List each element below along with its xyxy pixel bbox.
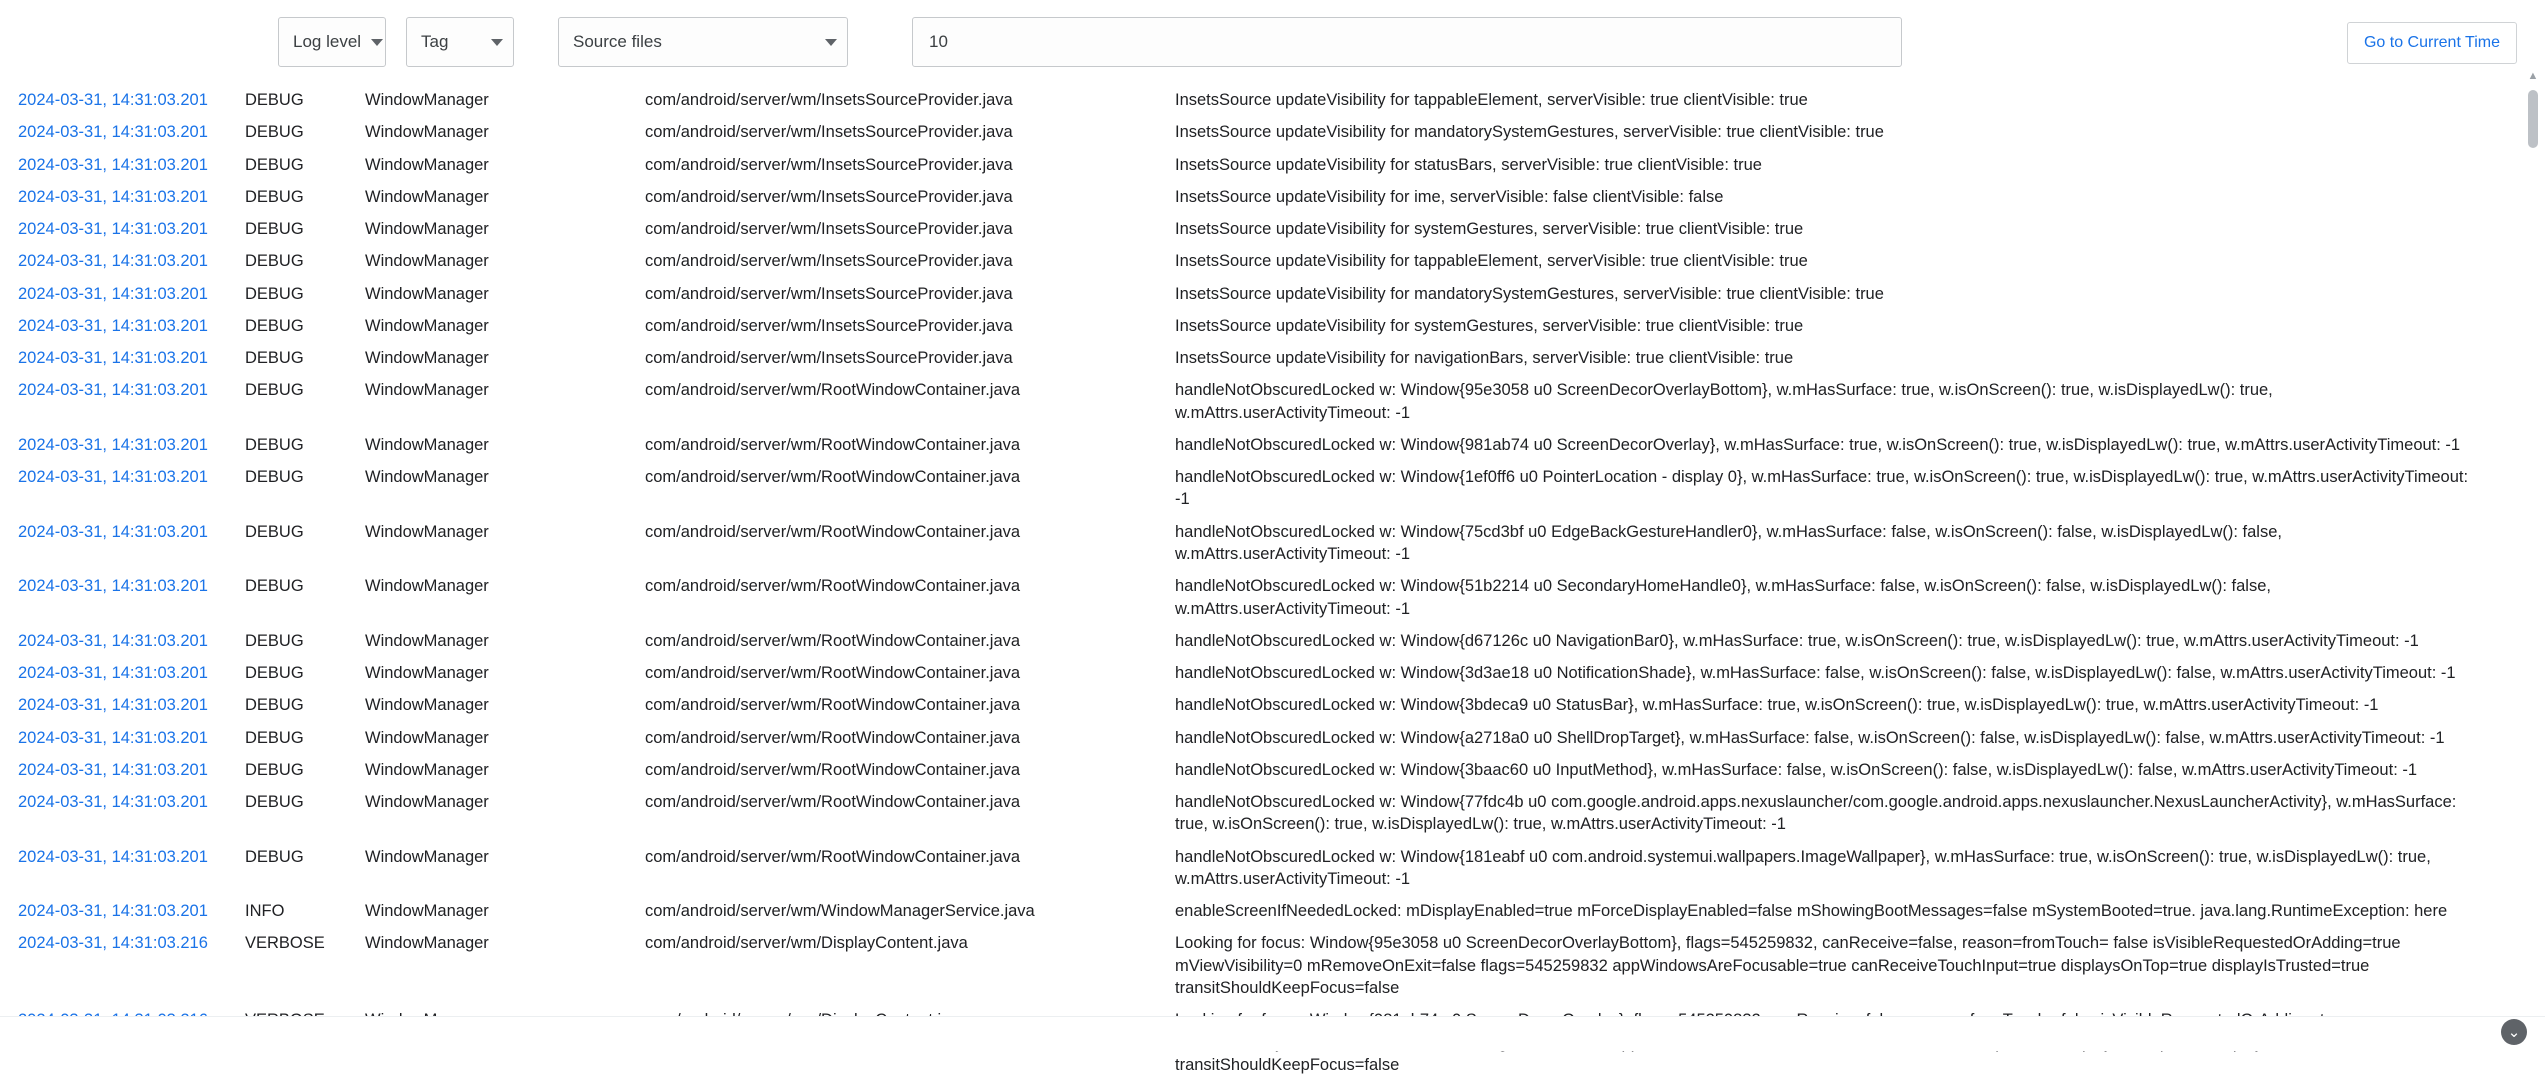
log-tag: WindowManager [365, 252, 489, 271]
table-row[interactable] [0, 342, 2517, 374]
log-timestamp: 2024-03-31, 14:31:03.201 [18, 760, 208, 779]
log-timestamp: 2024-03-31, 14:31:03.201 [18, 252, 208, 271]
scroll-to-bottom-icon[interactable]: ⌄ [2501, 1019, 2527, 1045]
log-source-file: com/android/server/wm/RootWindowContainer.java [645, 793, 1021, 812]
log-tag: WindowManager [365, 123, 489, 142]
table-row[interactable] [0, 429, 2517, 461]
table-row[interactable] [0, 754, 2517, 786]
table-row[interactable] [0, 516, 2517, 571]
log-tag: WindowManager [365, 381, 489, 400]
log-level: DEBUG [245, 728, 304, 747]
log-tag: WindowManager [365, 934, 489, 953]
log-level: DEBUG [245, 381, 304, 400]
log-tag: WindowManager [365, 155, 489, 174]
log-source-file: com/android/server/wm/InsetsSourceProvider.java [645, 252, 1013, 271]
chevron-down-icon [825, 39, 837, 46]
table-row[interactable] [0, 689, 2517, 721]
table-row[interactable] [0, 570, 2517, 625]
log-message: handleNotObscuredLocked w: Window{1ef0ff6 u0 PointerLocation - display 0}, w.mHasSurface: true, w.isOnScreen(): true, w.isDisplayedLw(): true, w.mAttrs.userActivityTimeout: -1 [1175, 468, 2469, 509]
log-timestamp: 2024-03-31, 14:31:03.201 [18, 902, 208, 921]
log-message: handleNotObscuredLocked w: Window{95e3058 u0 ScreenDecorOverlayBottom}, w.mHasSurface: true, w.isOnScreen(): true, w.isDisplayedLw(): true, w.mAttrs.userActivityTimeout: -1 [1175, 381, 2273, 422]
log-level: DEBUG [245, 522, 304, 541]
log-timestamp: 2024-03-31, 14:31:03.201 [18, 316, 208, 335]
log-tag: WindowManager [365, 187, 489, 206]
log-level: DEBUG [245, 123, 304, 142]
log-timestamp: 2024-03-31, 14:31:03.201 [18, 155, 208, 174]
log-tag: WindowManager [365, 316, 489, 335]
log-level: DEBUG [245, 435, 304, 454]
log-source-file: com/android/server/wm/RootWindowContainer.java [645, 577, 1021, 596]
log-message: enableScreenIfNeededLocked: mDisplayEnabled=true mForceDisplayEnabled=false mShowingBootMessages=false mSystemBooted=true. java.lang.RuntimeException: here [1175, 902, 2448, 921]
log-level: DEBUG [245, 220, 304, 239]
log-timestamp: 2024-03-31, 14:31:03.201 [18, 468, 208, 487]
log-level: VERBOSE [245, 934, 325, 953]
log-tag: WindowManager [365, 522, 489, 541]
log-level: DEBUG [245, 468, 304, 487]
log-timestamp: 2024-03-31, 14:31:03.201 [18, 847, 208, 866]
go-to-current-time-button[interactable] [2347, 22, 2517, 64]
log-tag: WindowManager [365, 349, 489, 368]
log-timestamp: 2024-03-31, 14:31:03.201 [18, 664, 208, 683]
log-tag: WindowManager [365, 760, 489, 779]
log-message: handleNotObscuredLocked w: Window{3baac60 u0 InputMethod}, w.mHasSurface: false, w.isOnScreen(): false, w.isDisplayedLw(): false, w.mAttrs.userActivityTimeout: -1 [1175, 760, 2418, 779]
log-tag: WindowManager [365, 793, 489, 812]
table-row[interactable] [0, 461, 2517, 516]
log-tag: WindowManager [365, 728, 489, 747]
log-source-file: com/android/server/wm/DisplayContent.java [645, 934, 968, 953]
log-timestamp: 2024-03-31, 14:31:03.201 [18, 91, 208, 109]
log-message: handleNotObscuredLocked w: Window{3bdeca9 u0 StatusBar}, w.mHasSurface: true, w.isOnScreen(): true, w.isDisplayedLw(): true, w.mAttrs.userActivityTimeout: -1 [1175, 696, 2379, 715]
log-source-file: com/android/server/wm/InsetsSourceProvider.java [645, 123, 1013, 142]
table-row[interactable] [0, 841, 2517, 896]
log-tag: WindowManager [365, 696, 489, 715]
log-tag: WindowManager [365, 631, 489, 650]
table-row[interactable] [0, 278, 2517, 310]
log-timestamp: 2024-03-31, 14:31:03.201 [18, 284, 208, 303]
log-message: handleNotObscuredLocked w: Window{a2718a0 u0 ShellDropTarget}, w.mHasSurface: false, w.isOnScreen(): false, w.isDisplayedLw(): false, w.mAttrs.userActivityTimeout: -1 [1175, 728, 2445, 747]
log-level: DEBUG [245, 155, 304, 174]
log-timestamp: 2024-03-31, 14:31:03.201 [18, 381, 208, 400]
log-tag: WindowManager [365, 902, 489, 921]
log-message: InsetsSource updateVisibility for mandatorySystemGestures, serverVisible: true clientVisible: true [1175, 284, 1884, 303]
log-timestamp: 2024-03-31, 14:31:03.201 [18, 577, 208, 596]
table-row[interactable] [0, 895, 2517, 927]
table-row[interactable] [0, 722, 2517, 754]
log-source-file: com/android/server/wm/InsetsSourceProvider.java [645, 349, 1013, 368]
table-row[interactable] [0, 625, 2517, 657]
table-row[interactable] [0, 213, 2517, 245]
tag-dropdown[interactable] [406, 17, 514, 67]
log-level: DEBUG [245, 631, 304, 650]
filters-toolbar [0, 0, 2545, 84]
log-message: handleNotObscuredLocked w: Window{981ab74 u0 ScreenDecorOverlay}, w.mHasSurface: true, w.isOnScreen(): true, w.isDisplayedLw(): true, w.mAttrs.userActivityTimeout: -1 [1175, 435, 2461, 454]
log-source-file: com/android/server/wm/RootWindowContainer.java [645, 435, 1021, 454]
tag-label: Tag [421, 32, 449, 51]
table-row[interactable] [0, 245, 2517, 277]
log-tag: WindowManager [365, 468, 489, 487]
log-message: InsetsSource updateVisibility for navigationBars, serverVisible: true clientVisible: true [1175, 349, 1794, 368]
log-source-file: com/android/server/wm/InsetsSourceProvider.java [645, 155, 1013, 174]
table-row[interactable] [0, 374, 2517, 429]
log-message: InsetsSource updateVisibility for tappableElement, serverVisible: true clientVisible: true [1175, 91, 1808, 109]
log-message: transitShouldKeepFocus=false [1175, 1055, 1400, 1074]
scrollbar-track[interactable] [2525, 70, 2541, 1017]
log-source-file: com/android/server/wm/RootWindowContainer.java [645, 728, 1021, 747]
log-level: DEBUG [245, 187, 304, 206]
log-level: DEBUG [245, 316, 304, 335]
table-row[interactable] [0, 657, 2517, 689]
log-source-file: com/android/server/wm/RootWindowContainer.java [645, 381, 1021, 400]
source-files-label: Source files [573, 32, 662, 51]
log-timestamp: 2024-03-31, 14:31:03.201 [18, 522, 208, 541]
log-source-file: com/android/server/wm/RootWindowContainer.java [645, 760, 1021, 779]
log-message: handleNotObscuredLocked w: Window{181eabf u0 com.android.systemui.wallpapers.ImageWallpaper}, w.mHasSurface: true, w.isOnScreen(): true, w.isDisplayedLw(): true, w.mAttrs.userActivityTimeout: -1 [1175, 847, 2431, 888]
log-message: handleNotObscuredLocked w: Window{3d3ae18 u0 NotificationShade}, w.mHasSurface: false, w.isOnScreen(): false, w.isDisplayedLw(): false, w.mAttrs.userActivityTimeout: -1 [1175, 664, 2456, 683]
log-level: DEBUG [245, 349, 304, 368]
log-source-file: com/android/server/wm/RootWindowContainer.java [645, 522, 1021, 541]
chevron-down-icon [371, 39, 383, 46]
log-source-file: com/android/server/wm/RootWindowContainer.java [645, 847, 1021, 866]
log-timestamp: 2024-03-31, 14:31:03.216 [18, 934, 208, 953]
vertical-scrollbar[interactable] [2525, 70, 2541, 1017]
go-to-current-time-label: Go to Current Time [2363, 34, 2500, 51]
table-row[interactable] [0, 149, 2517, 181]
table-row[interactable] [0, 786, 2517, 841]
log-level-dropdown[interactable] [278, 17, 386, 67]
log-timestamp: 2024-03-31, 14:31:03.201 [18, 728, 208, 747]
log-timestamp: 2024-03-31, 14:31:03.201 [18, 349, 208, 368]
log-message: InsetsSource updateVisibility for mandatorySystemGestures, serverVisible: true clientVisible: true [1175, 123, 1884, 142]
log-timestamp: 2024-03-31, 14:31:03.201 [18, 123, 208, 142]
search-input[interactable] [927, 31, 1887, 53]
table-row[interactable] [0, 181, 2517, 213]
chevron-down-icon [491, 39, 503, 46]
log-table [0, 84, 2545, 1074]
log-source-file: com/android/server/wm/WindowManagerService.java [645, 902, 1035, 921]
log-source-file: com/android/server/wm/InsetsSourceProvider.java [645, 187, 1013, 206]
log-message: InsetsSource updateVisibility for ime, serverVisible: false clientVisible: false [1175, 187, 1724, 206]
log-timestamp: 2024-03-31, 14:31:03.201 [18, 220, 208, 239]
log-message: handleNotObscuredLocked w: Window{75cd3bf u0 EdgeBackGestureHandler0}, w.mHasSurface: false, w.isOnScreen(): false, w.isDisplayedLw(): false, w.mAttrs.userActivityTimeout: -1 [1175, 522, 2282, 563]
log-timestamp: 2024-03-31, 14:31:03.201 [18, 435, 208, 454]
log-message: Looking for focus: Window{95e3058 u0 ScreenDecorOverlayBottom}, flags=545259832, canReceive=false, reason=fromTouch= false isVisibleRequestedOrAdding=true mViewVisibility=0 mRemoveOnExit=false flags=545259832 appWindowsAreFocusable=true canReceiveTouchInput=true displaysOnTop=true displayIsTrusted=true transitShouldKeepFocus=false [1175, 934, 2401, 997]
log-level: DEBUG [245, 847, 304, 866]
log-level: DEBUG [245, 252, 304, 271]
log-tag: WindowManager [365, 847, 489, 866]
log-source-file: com/android/server/wm/InsetsSourceProvider.java [645, 284, 1013, 303]
log-tag: WindowManager [365, 577, 489, 596]
log-message: InsetsSource updateVisibility for systemGestures, serverVisible: true clientVisible: true [1175, 316, 1804, 335]
search-field-wrapper[interactable] [912, 17, 1902, 67]
log-source-file: com/android/server/wm/RootWindowContainer.java [645, 664, 1021, 683]
log-message: InsetsSource updateVisibility for tappableElement, serverVisible: true clientVisible: true [1175, 252, 1808, 271]
log-message: InsetsSource updateVisibility for systemGestures, serverVisible: true clientVisible: true [1175, 220, 1804, 239]
log-level: DEBUG [245, 696, 304, 715]
log-source-file: com/android/server/wm/InsetsSourceProvider.java [645, 91, 1013, 109]
log-tag: WindowManager [365, 284, 489, 303]
log-tag: WindowManager [365, 220, 489, 239]
log-rows-container [0, 84, 2517, 1074]
bottom-bar [0, 1016, 2545, 1051]
log-level: DEBUG [245, 664, 304, 683]
source-files-dropdown[interactable] [558, 17, 848, 67]
log-source-file: com/android/server/wm/InsetsSourceProvider.java [645, 220, 1013, 239]
scroll-up-icon[interactable]: ▲ [2527, 70, 2539, 82]
log-level: DEBUG [245, 284, 304, 303]
log-level: DEBUG [245, 91, 304, 109]
log-message: handleNotObscuredLocked w: Window{d67126c u0 NavigationBar0}, w.mHasSurface: true, w.isOnScreen(): true, w.isDisplayedLw(): true, w.mAttrs.userActivityTimeout: -1 [1175, 631, 2419, 650]
table-row[interactable] [0, 116, 2517, 148]
log-level: INFO [245, 902, 285, 921]
log-tag: WindowManager [365, 91, 489, 109]
table-row[interactable] [0, 84, 2517, 116]
table-row[interactable] [0, 927, 2517, 1004]
log-timestamp: 2024-03-31, 14:31:03.201 [18, 793, 208, 812]
log-source-file: com/android/server/wm/InsetsSourceProvider.java [645, 316, 1013, 335]
log-source-file: com/android/server/wm/RootWindowContainer.java [645, 468, 1021, 487]
log-level: DEBUG [245, 760, 304, 779]
log-timestamp: 2024-03-31, 14:31:03.201 [18, 696, 208, 715]
log-message: handleNotObscuredLocked w: Window{51b2214 u0 SecondaryHomeHandle0}, w.mHasSurface: false, w.isOnScreen(): false, w.isDisplayedLw(): false, w.mAttrs.userActivityTimeout: -1 [1175, 577, 2271, 618]
log-source-file: com/android/server/wm/RootWindowContainer.java [645, 696, 1021, 715]
log-source-file: com/android/server/wm/RootWindowContainer.java [645, 631, 1021, 650]
log-message: handleNotObscuredLocked w: Window{77fdc4b u0 com.google.android.apps.nexuslauncher/com.google.android.apps.nexuslauncher.NexusLauncherActivity}, w.mHasSurface: true, w.isOnScreen(): true, w.isDisplayedLw(): true, w.mAttrs.userActivityTimeout: -1 [1175, 793, 2457, 834]
log-timestamp: 2024-03-31, 14:31:03.201 [18, 631, 208, 650]
log-tag: WindowManager [365, 435, 489, 454]
table-row[interactable] [0, 310, 2517, 342]
log-level: DEBUG [245, 577, 304, 596]
log-level: DEBUG [245, 793, 304, 812]
scrollbar-thumb[interactable] [2528, 90, 2538, 148]
log-timestamp: 2024-03-31, 14:31:03.201 [18, 187, 208, 206]
log-tag: WindowManager [365, 664, 489, 683]
log-level-label: Log level [293, 32, 362, 51]
log-message: InsetsSource updateVisibility for statusBars, serverVisible: true clientVisible: true [1175, 155, 1762, 174]
